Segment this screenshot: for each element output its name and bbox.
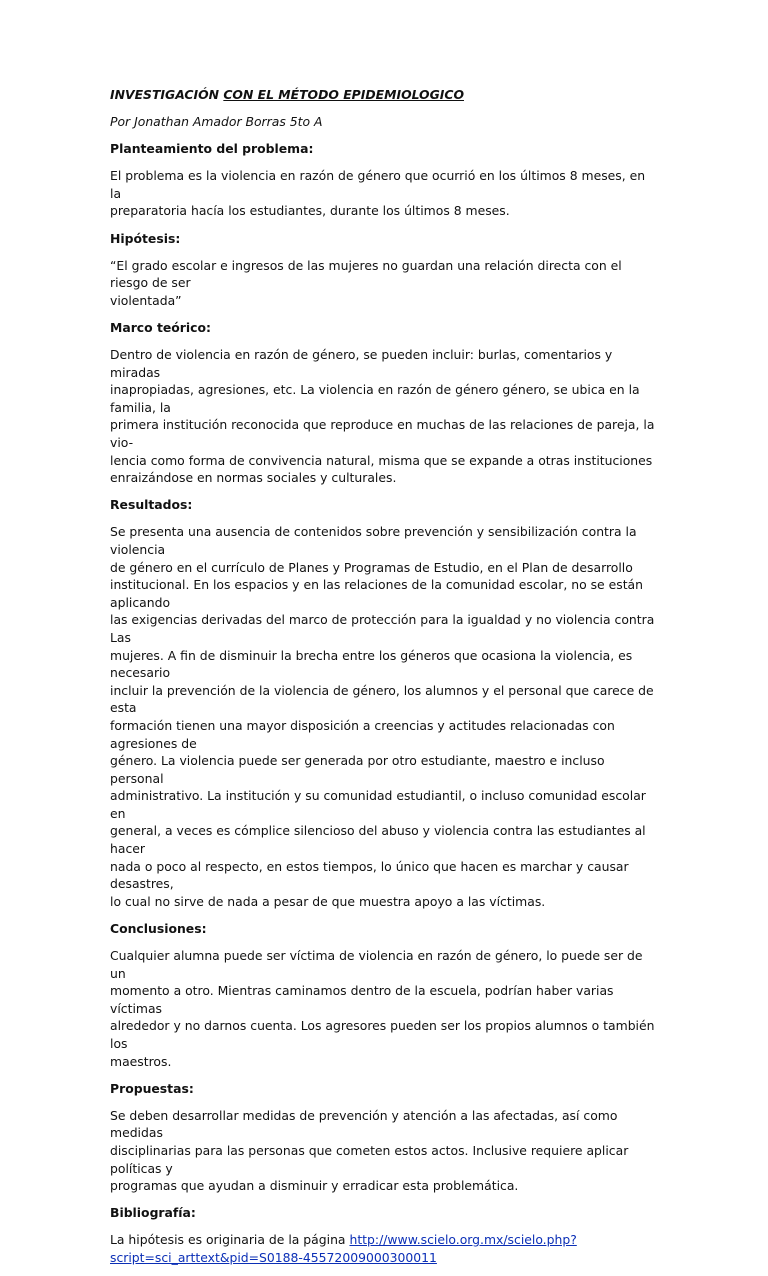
title-underlined: CON EL MÉTODO EPIDEMIOLOGICO xyxy=(223,87,464,102)
results-line: formación tienen una mayor disposición a creencias y actitudes relacionadas con agresiones de xyxy=(110,717,615,751)
conclusions-line: momento a otro. Mientras caminamos dentro de la escuela, podrían haber varias víctimas xyxy=(110,983,614,1016)
document-title xyxy=(110,86,658,104)
results-line: nada o poco al respecto, en estos tiempos, lo único que hacen es marchar y causar desastres, xyxy=(110,858,629,892)
heading-results: Resultados: xyxy=(110,497,193,513)
results-line: lo cual no sirve de nada a pesar de que muestra apoyo a las víctimas. xyxy=(110,893,546,909)
paragraph-results xyxy=(110,523,658,910)
framework-line: primera institución reconocida que reproduce en muchas de las relaciones de pareja, la vio- xyxy=(110,417,655,450)
paragraph-proposals xyxy=(110,1107,658,1195)
paragraph-framework xyxy=(110,346,658,487)
problem-line: preparatoria hacía los estudiantes, durante los últimos 8 meses. xyxy=(110,203,510,219)
paragraph-problem xyxy=(110,167,658,220)
results-line: mujeres. A fin de disminuir la brecha entre los géneros que ocasiona la violencia, es necesario xyxy=(110,647,633,681)
proposals-line: programas que ayudan a disminuir y erradicar esta problemática. xyxy=(110,1178,519,1194)
bibliography-intro: La hipótesis es originaria de la página xyxy=(110,1232,350,1248)
heading-proposals: Propuestas: xyxy=(110,1080,194,1096)
conclusions-line: Cualquier alumna puede ser víctima de violencia en razón de género, lo puede ser de un xyxy=(110,948,643,981)
hypothesis-line: violentada” xyxy=(110,292,182,308)
proposals-line: Se deben desarrollar medidas de prevención y atención a las afectadas, así como medidas xyxy=(110,1107,618,1141)
results-line: general, a veces es cómplice silencioso del abuso y violencia contra las estudiantes al hacer xyxy=(110,823,646,857)
paragraph-hypothesis xyxy=(110,257,658,310)
hypothesis-line: “El grado escolar e ingresos de las mujeres no guardan una relación directa con el riesgo de ser xyxy=(110,257,622,291)
framework-line: enraizándose en normas sociales y culturales. xyxy=(110,470,397,486)
results-line: institucional. En los espacios y en las relaciones de la comunidad escolar, no se están aplicando xyxy=(110,577,643,610)
framework-line: lencia como forma de convivencia natural, misma que se expande a otras instituciones xyxy=(110,452,653,468)
problem-line: El problema es la violencia en razón de género que ocurrió en los últimos 8 meses, en la xyxy=(110,168,646,201)
source-link-line[interactable]: script=sci_arttext&pid=S0188-45572009000300011 xyxy=(110,1249,437,1265)
paragraph-bibliography xyxy=(110,1231,658,1266)
results-line: género. La violencia puede ser generada por otro estudiante, maestro e incluso personal xyxy=(110,753,605,786)
heading-conclusions: Conclusiones: xyxy=(110,920,207,936)
heading-problem: Planteamiento del problema: xyxy=(110,141,314,157)
source-link-line[interactable]: http://www.scielo.org.mx/scielo.php? xyxy=(349,1232,577,1248)
proposals-line: disciplinarias para las personas que cometen estos actos. Inclusive requiere aplicar políticas y xyxy=(110,1142,629,1176)
conclusions-line: maestros. xyxy=(110,1053,172,1069)
document-page xyxy=(110,86,658,1276)
results-line: las exigencias derivadas del marco de protección para la igualdad y no violencia contra Las xyxy=(110,612,655,645)
heading-framework: Marco teórico: xyxy=(110,319,211,335)
results-line: Se presenta una ausencia de contenidos sobre prevención y sensibilización contra la violencia xyxy=(110,524,637,557)
heading-hypothesis: Hipótesis: xyxy=(110,230,181,246)
heading-bibliography: Bibliografía: xyxy=(110,1205,196,1221)
results-line: administrativo. La institución y su comunidad estudiantil, o incluso comunidad escolar en xyxy=(110,788,646,821)
title-prefix: INVESTIGACIÓN xyxy=(110,87,224,102)
results-line: incluir la prevención de la violencia de género, los alumnos y el personal que carece de esta xyxy=(110,682,654,716)
results-line: de género en el currículo de Planes y Programas de Estudio, en el Plan de desarrollo xyxy=(110,559,633,575)
framework-line: inapropiadas, agresiones, etc. La violencia en razón de género género, se ubica en la familia, la xyxy=(110,382,640,415)
author-line: Por Jonathan Amador Borras 5to A xyxy=(110,114,323,130)
paragraph-conclusions xyxy=(110,947,658,1070)
framework-line: Dentro de violencia en razón de género, se pueden incluir: burlas, comentarios y miradas xyxy=(110,347,613,380)
conclusions-line: alrededor y no darnos cuenta. Los agresores pueden ser los propios alumnos o también los xyxy=(110,1018,655,1051)
